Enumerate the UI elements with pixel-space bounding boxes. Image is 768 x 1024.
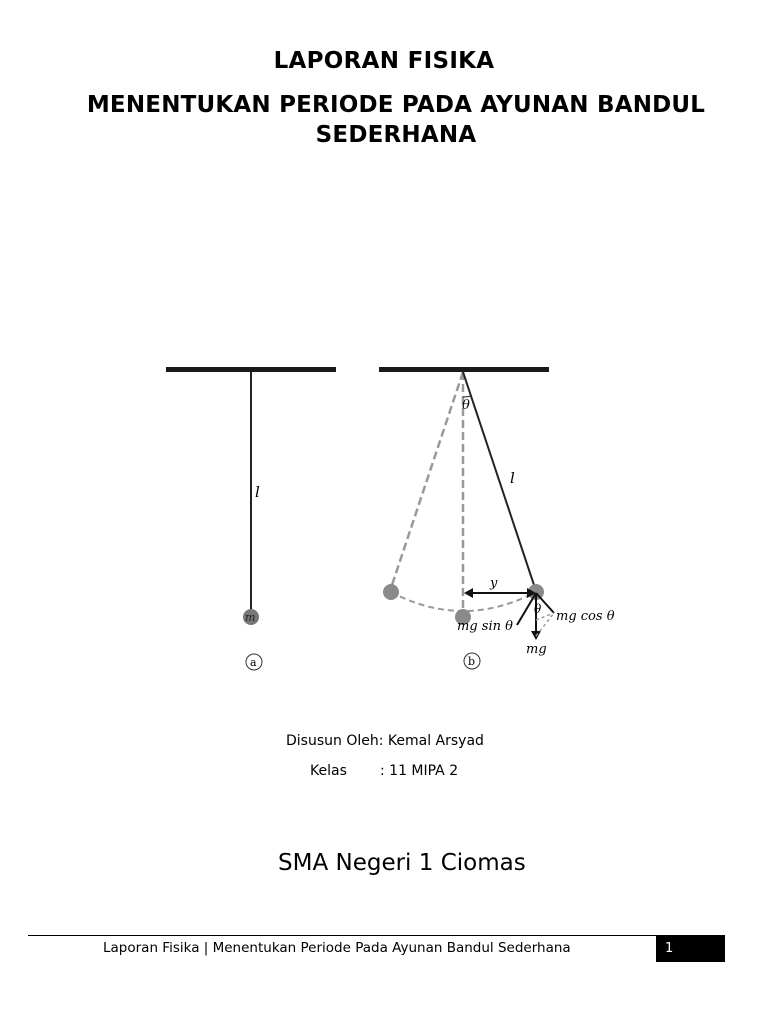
angle-label: θ bbox=[462, 398, 470, 413]
force-cos-label: mg cos θ bbox=[556, 609, 615, 624]
class-value: : 11 MIPA 2 bbox=[380, 763, 459, 779]
force-sin-label: mg sin θ bbox=[457, 619, 513, 634]
author-line: Disusun Oleh: Kemal Arsyad bbox=[286, 733, 484, 749]
bob-left bbox=[383, 584, 399, 600]
length-label-a: l bbox=[255, 483, 260, 501]
weight-label: mg bbox=[526, 642, 547, 657]
string-b bbox=[463, 372, 536, 591]
ceiling-a bbox=[166, 367, 336, 372]
report-subtitle: MENENTUKAN PERIODE PADA AYUNAN BANDUL SEDERHANA bbox=[86, 92, 706, 148]
left-swing-line bbox=[391, 372, 463, 588]
pendulum-figure bbox=[160, 355, 630, 685]
label-b: b bbox=[468, 655, 476, 668]
arrowhead-left bbox=[464, 588, 473, 598]
mass-label: m bbox=[245, 611, 256, 624]
footer-text: Laporan Fisika | Menentukan Periode Pada Ayunan Bandul Sederhana bbox=[103, 940, 571, 956]
page-number-box bbox=[656, 936, 725, 962]
class-line bbox=[310, 763, 459, 779]
report-title: LAPORAN FISIKA bbox=[273, 48, 495, 74]
pendulum-diagram bbox=[160, 355, 630, 685]
school-name: SMA Negeri 1 Ciomas bbox=[278, 850, 526, 876]
length-label-b: l bbox=[510, 469, 515, 487]
page-number: 1 bbox=[665, 941, 674, 956]
footer-divider bbox=[28, 935, 725, 936]
displacement-label: y bbox=[490, 576, 498, 591]
class-label: Kelas bbox=[310, 763, 347, 779]
label-a: a bbox=[250, 656, 257, 669]
ceiling-b bbox=[379, 367, 549, 372]
angle-label-force: θ bbox=[534, 602, 542, 616]
